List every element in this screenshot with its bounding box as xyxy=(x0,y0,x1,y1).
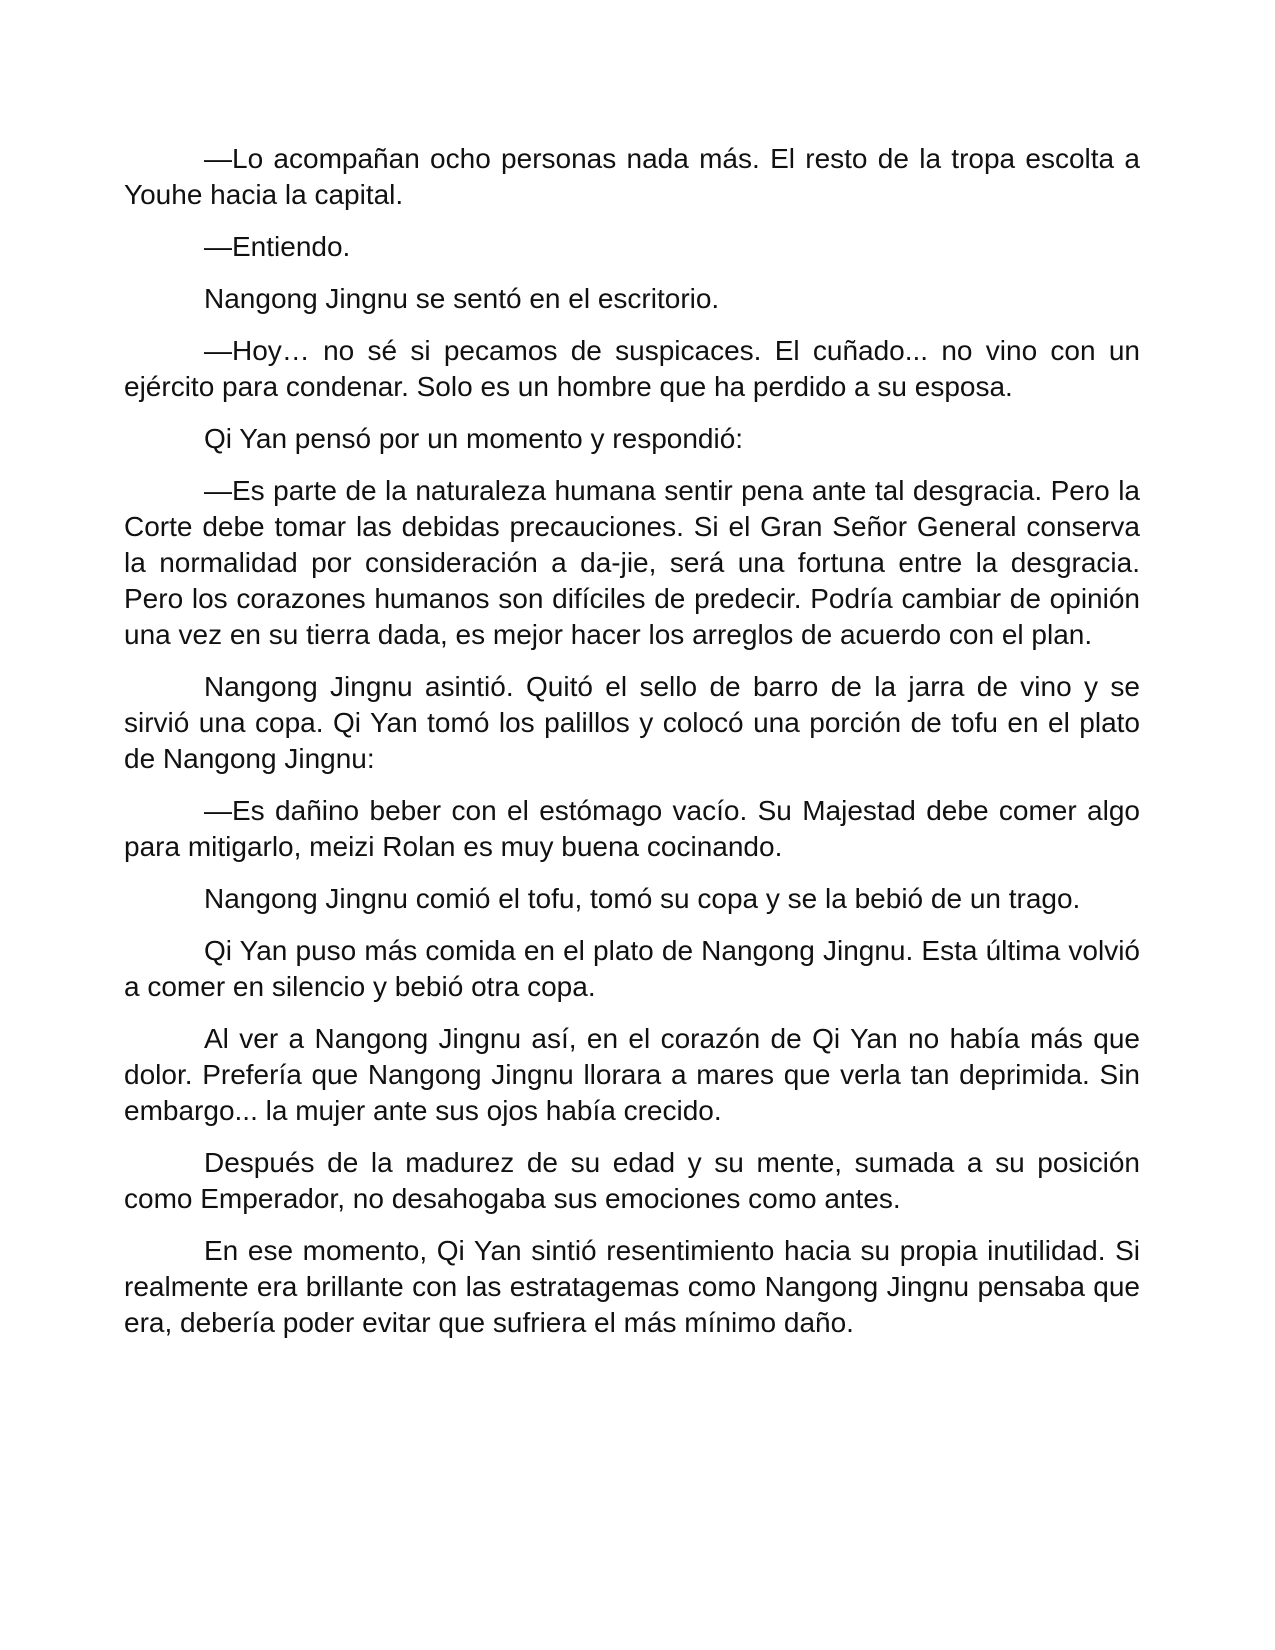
paragraph: —Es parte de la naturaleza humana sentir pena ante tal desgracia. Pero la Corte debe tomar las debidas precauciones. Si el Gran Señor General conserva la normalidad por consideración a da-jie, será una fortuna entre la desgracia. Pero los corazones humanos son difíciles de predecir. Podría cambiar de opinión una vez en su tierra dada, es mejor hacer los arreglos de acuerdo con el plan. xyxy=(124,475,1140,650)
paragraph: —Entiendo. xyxy=(204,231,351,262)
paragraph: Al ver a Nangong Jingnu así, en el corazón de Qi Yan no había más que dolor. Prefería que Nangong Jingnu llorara a mares que verla tan deprimida. Sin embargo... la mujer ante sus ojos había crecido. xyxy=(124,1023,1140,1126)
paragraph: —Lo acompañan ocho personas nada más. El resto de la tropa escolta a Youhe hacia la capital. xyxy=(124,143,1140,210)
document-body xyxy=(124,141,1140,1357)
paragraph: Qi Yan pensó por un momento y respondió: xyxy=(204,423,744,454)
paragraph: Nangong Jingnu asintió. Quitó el sello de barro de la jarra de vino y se sirvió una copa. Qi Yan tomó los palillos y colocó una porción de tofu en el plato de Nangong Jingnu: xyxy=(124,671,1140,774)
paragraph: En ese momento, Qi Yan sintió resentimiento hacia su propia inutilidad. Si realmente era brillante con las estratagemas como Nangong Jingnu pensaba que era, debería poder evitar que sufriera el más mínimo daño. xyxy=(124,1235,1140,1338)
paragraph: Después de la madurez de su edad y su mente, sumada a su posición como Emperador, no desahogaba sus emociones como antes. xyxy=(124,1147,1140,1214)
paragraph: Nangong Jingnu comió el tofu, tomó su copa y se la bebió de un trago. xyxy=(204,883,1081,914)
paragraph: Qi Yan puso más comida en el plato de Nangong Jingnu. Esta última volvió a comer en silencio y bebió otra copa. xyxy=(124,935,1140,1002)
paragraph: —Hoy… no sé si pecamos de suspicaces. El cuñado... no vino con un ejército para condenar. Solo es un hombre que ha perdido a su esposa. xyxy=(124,335,1140,402)
paragraph: —Es dañino beber con el estómago vacío. Su Majestad debe comer algo para mitigarlo, meizi Rolan es muy buena cocinando. xyxy=(124,795,1140,862)
paragraph: Nangong Jingnu se sentó en el escritorio. xyxy=(204,283,720,314)
